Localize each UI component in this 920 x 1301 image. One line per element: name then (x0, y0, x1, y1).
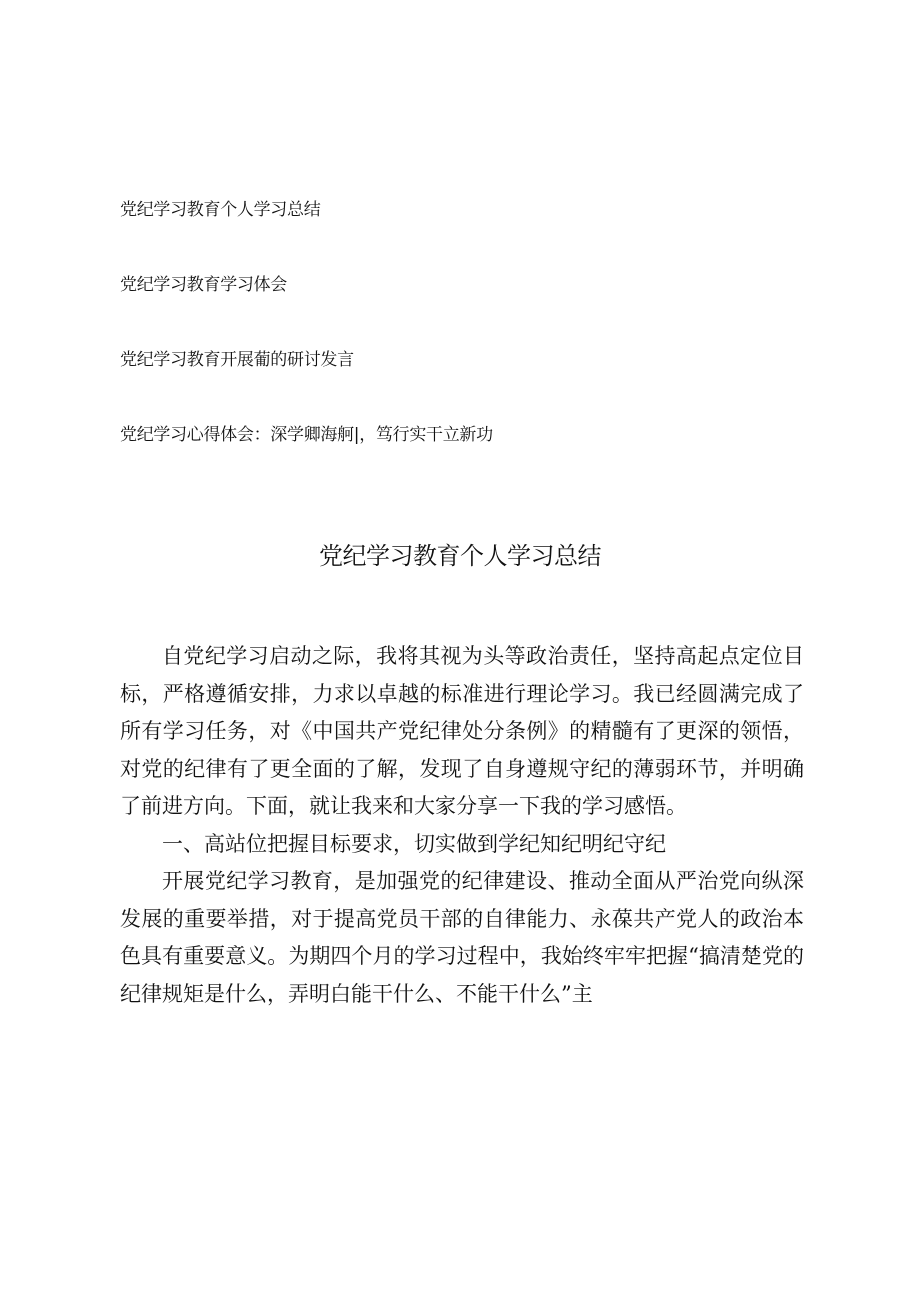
document-title: 党纪学习教育个人学习总结 (319, 542, 601, 570)
section-heading: 一、高站位把握目标要求，切实做到学纪知纪明纪守纪 (162, 831, 666, 856)
body-paragraph: 自党纪学习启动之际，我将其视为头等政治责任，坚持高起点定位目标，严格遵循安排，力求以卓越的标准进行理论学习。我已经圆满完成了所有学习任务，对《中国共产党纪律处分条例》的精髓有了更深的领悟，对党的纪律有了更全面的了解，发现了自身遵规守纪的薄弱环节，并明确了前进方向。下面，就让我来和大家分享一下我的学习感悟。 (120, 644, 804, 818)
toc-item[interactable]: 党纪学习心得体会：深学卿海舸|，笃行实干立新功 (120, 425, 493, 445)
toc-item[interactable]: 党纪学习教育学习体会 (120, 275, 287, 295)
document-body (120, 638, 804, 1013)
body-paragraph: 开展党纪学习教育，是加强党的纪律建设、推动全面从严治党向纵深发展的重要举措，对于提高党员干部的自律能力、永葆共产党人的政治本色具有重要意义。为期四个月的学习过程中，我始终牢牢把握“搞清楚党的纪律规矩是什么，弄明白能干什么、不能干什么”主 (120, 869, 804, 1006)
toc-item[interactable]: 党纪学习教育开展葡的研讨发言 (120, 350, 354, 370)
toc-item[interactable]: 党纪学习教育个人学习总结 (120, 200, 321, 220)
table-of-contents (120, 196, 820, 449)
